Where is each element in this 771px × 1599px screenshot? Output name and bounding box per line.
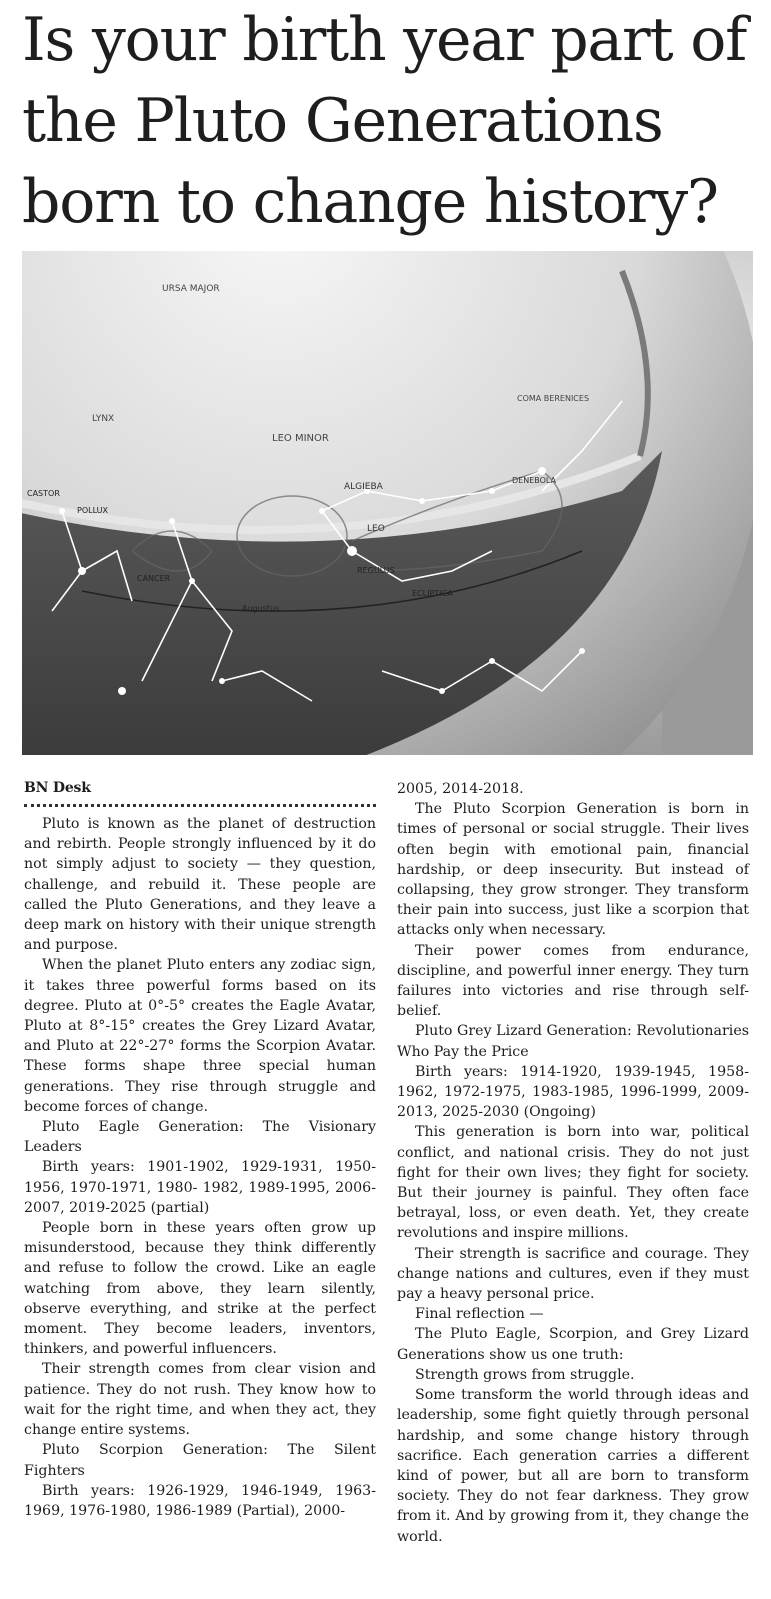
label-castor: CASTOR	[27, 489, 60, 498]
article-column-right	[397, 779, 749, 1547]
section-heading-eagle: Pluto Eagle Generation: The Visionary Leaders	[24, 1119, 376, 1156]
body-paragraph: Strength grows from struggle.	[415, 1366, 635, 1383]
celestial-globe-photo	[22, 251, 753, 755]
body-paragraph: This generation is born into war, political conflict, and national crisis. They do not just fight for their own lives; they fight for society. But their journey is painful. They often face betrayal, loss, or even death. Yet, they create revolutions and inspire millions.	[397, 1124, 749, 1242]
label-coma-berenices: COMA BERENICES	[517, 394, 590, 403]
article-column-left	[24, 778, 376, 1521]
label-augustus: Augustus	[242, 604, 280, 613]
body-paragraph: The Pluto Scorpion Generation is born in times of personal or social struggle. Their lives often begin with emotional pain, financial hardship, or deep insecurity. But instead of collapsing, they grow stronger. They transform their pain into success, just like a scorpion that attacks only when necessary.	[397, 801, 749, 939]
birth-years-scorpion-continued: 2005, 2014-2018.	[397, 781, 524, 797]
birth-years-eagle: Birth years: 1901-1902, 1929-1931, 1950-1956, 1970-1971, 1980- 1982, 1989-1995, 2006-2007, 2019-2025 (partial)	[24, 1159, 376, 1216]
label-pollux: POLLUX	[77, 506, 108, 515]
label-ursa-major: URSA MAJOR	[162, 284, 220, 294]
label-regulus: REGULUS	[357, 566, 395, 575]
birth-years-scorpion: Birth years: 1926-1929, 1946-1949, 1963-1969, 1976-1980, 1986-1989 (Partial), 2000-	[24, 1482, 376, 1519]
body-paragraph: When the planet Pluto enters any zodiac sign, it takes three powerful forms based on its degree. Pluto at 0°-5° creates the Eagle Avatar, Pluto at 8°-15° creates the Grey Lizard Avatar, and Pluto at 22°-27° forms the Scorpion Avatar. These forms shape three special human generations. They rise through struggle and become forces of change.	[24, 957, 376, 1115]
label-ecliptica: ECLIPTICA	[412, 589, 453, 598]
birth-years-grey-lizard: Birth years: 1914-1920, 1939-1945, 1958-1962, 1972-1975, 1983-1985, 1996-1999, 2009-2013, 2025-2030 (Ongoing)	[397, 1063, 749, 1121]
body-paragraph: Their strength comes from clear vision and patience. They do not rush. They know how to wait for the right time, and when they act, they change entire systems.	[24, 1361, 376, 1439]
label-leo: LEO	[367, 524, 385, 534]
section-heading-scorpion: Pluto Scorpion Generation: The Silent Fighters	[24, 1442, 376, 1479]
body-paragraph: Their power comes from endurance, discipline, and powerful inner energy. They turn failures into victories and rise through self-belief.	[397, 942, 749, 1020]
byline: BN Desk	[24, 778, 376, 807]
section-heading-grey-lizard: Pluto Grey Lizard Generation: Revolutionaries Who Pay the Price	[397, 1023, 749, 1060]
label-cancer: CANCER	[137, 574, 171, 583]
final-reflection-heading: Final reflection —	[415, 1306, 544, 1323]
body-paragraph: Some transform the world through ideas and leadership, some fight quietly through personal hardship, and some change history through sacrifice. Each generation carries a different kind of power, but all are born to transform society. They do not fear darkness. They grow from it. And by growing from it, they change the world.	[397, 1387, 749, 1545]
label-leo-minor: LEO MINOR	[272, 433, 329, 444]
body-paragraph: Their strength is sacrifice and courage. They change nations and cultures, even if they must pay a heavy personal price.	[397, 1245, 749, 1303]
label-denebola: DENEBOLA	[512, 476, 557, 485]
label-algieba: ALGIEBA	[344, 482, 383, 492]
label-lynx: LYNX	[92, 414, 115, 424]
body-paragraph: People born in these years often grow up misunderstood, because they think differently and refuse to follow the crowd. Like an eagle watching from above, they learn silently, observe everything, and strike at the perfect moment. They become leaders, inventors, thinkers, and powerful influencers.	[24, 1220, 376, 1358]
headline: Is your birth year part of the Pluto Generations born to change history?	[22, 5, 747, 237]
body-paragraph: Pluto is known as the planet of destruction and rebirth. People strongly influenced by it do not simply adjust to society — they question, challenge, and rebuild it. These people are called the Pluto Generations, and they leave a deep mark on history with their unique strength and purpose.	[24, 816, 376, 954]
body-paragraph: The Pluto Eagle, Scorpion, and Grey Lizard Generations show us one truth:	[397, 1326, 749, 1363]
